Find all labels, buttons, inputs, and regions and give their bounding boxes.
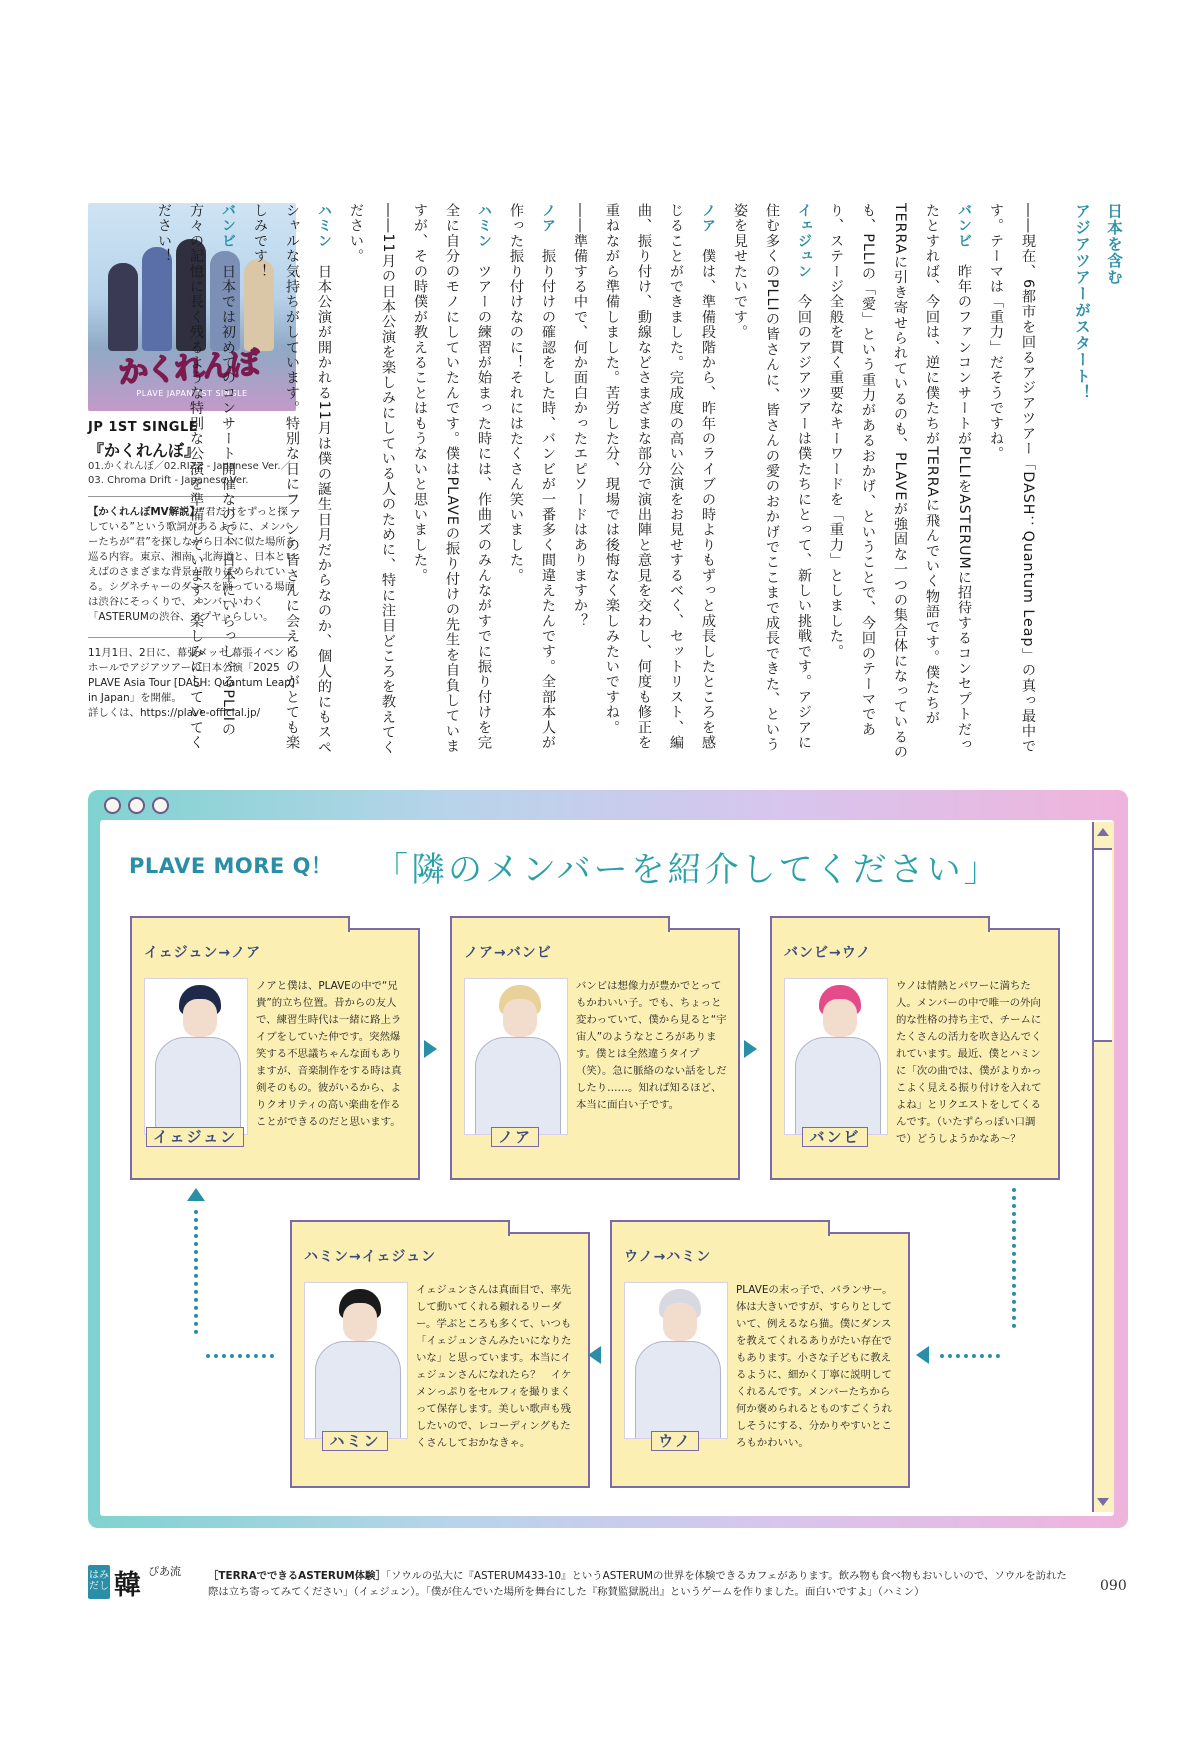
answer-text: 今回のアジアツアーは僕たちにとって、新しい挑戦です。アジアに住む多くのPLLIの皆さんに、皆さんの愛のおかげでここまで成長できた、という姿を見せたいです。 (732, 203, 812, 753)
folder-tab (228, 916, 350, 932)
footer-note-label: ［TERRAでできるASTERUM体験］ (208, 1570, 386, 1582)
magazine-logo (88, 1565, 188, 1599)
mv-description-text: “君だけをずっと探している”という歌詞があるように、メンバーたちが“君”を探しながら日本に似た場所を巡る内容。東京、湘南、北海道と、日本といえばのさまざまな背景が散りばめられている。シグネチャーのダンスを踊っている場面は渋谷にそっくりで、メンバーいわく「ASTERUMの渋谷、アプヤ」らしい。 (88, 506, 297, 623)
answer-text: 日本公演が開かれる11月は僕の誕生日月だからなのか、個人的にもスペシャルな気持ちがしています。特別な日にファンの皆さんに会えるのがとても楽しみです！ (252, 203, 332, 756)
card-heading: イェジュン→ノア (144, 945, 262, 961)
speaker-name: バンビ (956, 203, 972, 249)
speaker-name: イェジュン (796, 203, 812, 279)
interview-answer (596, 203, 724, 765)
portrait-body (795, 1037, 881, 1135)
member-name (784, 1126, 886, 1147)
member-card (450, 928, 740, 1180)
arrow-left-icon (916, 1346, 929, 1364)
interview-question: ――現在、6都市を回るアジアツアー「DASH：Quantum Leap」の真っ最中です。テーマは「重力」だそうですね。 (988, 203, 1036, 754)
article-heading: 日本を含む (1105, 203, 1123, 286)
logo-ryu: ぴあ流 (148, 1565, 181, 1578)
interview-question: ――準備する中で、何か面白かったエピソードはありますか？ (572, 203, 588, 629)
cover-subtitle: PLAVE JAPAN 1ST SINGLE (136, 389, 248, 398)
album-kicker: JP 1ST SINGLE (88, 420, 199, 435)
window-dot-icon (128, 797, 145, 814)
logo-kan: 韓 (114, 1570, 141, 1601)
member-portrait (784, 978, 888, 1135)
answer-text: ツアーの練習が始まった時には、作曲ズのみんながすでに振り付けを完全に自分のモノにしていたんです。僕はPLAVEの振り付けの先生を自負していますが、その時僕が教えることはもうないと思いました。 (412, 203, 492, 754)
event-url: 詳しくは、https://plave-official.jp/ (88, 707, 261, 719)
portrait-face (663, 1303, 697, 1341)
member-card (770, 928, 1060, 1180)
interview-question: ――11月の日本公演を楽しみにしている人のために、特に注目どころを教えてください。 (348, 203, 396, 756)
section-label: PLAVE MORE Q！ (129, 854, 333, 878)
member-card (610, 1232, 910, 1488)
folder-tab (868, 916, 990, 932)
scrollbar-thumb (1094, 848, 1112, 1042)
speaker-name: ノア (700, 203, 716, 234)
interview-answer (500, 203, 564, 765)
dotted-connector (194, 1210, 198, 1334)
window-dot-icon (104, 797, 121, 814)
card-text: PLAVEの末っ子で、バランサー。体は大きいですが、すらりとしていて、例えるなら猫。僕にダンスを教えてくれるありがたい存在でもあります。小さな子どもに教えるように、細かく丁寧に説明してくれるんです。メンバーたちから何か褒められるとものすごくうれしそうにする、分かりやすいところもかわいい。 (736, 1284, 893, 1449)
portrait-face (343, 1303, 377, 1341)
member-portrait (144, 978, 248, 1135)
mv-description-label: 【かくれんぼMV解説】 (88, 506, 200, 518)
folder-tab (610, 1220, 714, 1236)
album-title: 『かくれんぼ』 (88, 441, 201, 460)
footer-note (208, 1568, 1068, 1600)
interview-answer (724, 203, 820, 765)
tracklist-line: 01.かくれんぼ／02.RIZZ - Japanese Ver.／ (88, 461, 291, 472)
folder-tab (770, 916, 874, 932)
member-portrait (304, 1282, 408, 1439)
dotted-connector (206, 1354, 274, 1358)
scroll-down-arrow-icon (1097, 1498, 1109, 1506)
folder-tab (290, 1220, 394, 1236)
card-text: イェジュンさんは真面目で、率先して動いてくれる頼れるリーダー。学ぶところも多くて、いつも「イェジュンさんみたいになりたいな」と思っています。本当にイェジュンさんになれたら？ イケメンっぷりをセルフィを撮りまくって保存します。美しい歌声も残したいので、レコーディングもたくさんしておかなきゃ。 (416, 1284, 572, 1449)
dotted-connector (940, 1354, 1000, 1358)
article-heading: アジアツアーがスタート！ (1073, 203, 1091, 401)
scroll-up-arrow-icon (1097, 828, 1109, 836)
member-name (144, 1126, 246, 1147)
speaker-name: バンビ (220, 203, 236, 249)
member-portrait (624, 1282, 728, 1439)
member-name-text: バンビ (802, 1127, 867, 1147)
member-name (304, 1430, 406, 1451)
page-number: 090 (1100, 1578, 1127, 1594)
card-heading: ハミン→イェジュン (304, 1249, 437, 1265)
tracklist-line: 03. Chroma Drift - Japanese Ver. (88, 475, 249, 486)
answer-text: 振り付けの確認をした時、バンビが一番多く間違えたんです。全部本人が作った振り付けなのに！それにはたくさん笑いました。 (508, 203, 556, 751)
interview-answer (404, 203, 500, 765)
member-card (290, 1232, 590, 1488)
card-text: ウノは情熱とパワーに満ちた人。メンバーの中で唯一の外向的な性格の持ち主で、チームにたくさんの活力を吹き込んでくれています。最近、僕とハミンに「次の曲では、僕がよりかっこよく見える振り付けを入れてよね」とリクエストをしてくるんです。（いたずらっぽい口調で）どうしようかなあ～？ (896, 980, 1042, 1145)
answer-text: 日本では初めてのコンサート開催なので、日本にいらっしゃるPLLIの方々の記憶に長く残るような特別な公演を準備しています。楽しみにしていてください！ (156, 203, 236, 751)
portrait-body (315, 1341, 401, 1439)
footer-note-text: 「ソウルの弘大に『ASTERUM433-10』というASTERUMの世界を体験できるカフェがあります。飲み物も食べ物もおいしいので、ソウルを訪れた際は立ち寄ってみてください」（イェジュン）。「僕が住んでいた場所を舞台にした『称賛監獄脱出』というゲームを作りました。面白いですよ」（ハミン） (208, 1570, 1067, 1598)
member-name (464, 1126, 566, 1147)
portrait-body (155, 1037, 241, 1135)
portrait-face (503, 999, 537, 1037)
interview-answer (148, 203, 244, 765)
folder-tab (130, 916, 234, 932)
speaker-name: ハミン (476, 203, 492, 249)
card-heading: ウノ→ハミン (624, 1249, 712, 1265)
interview-answer (820, 203, 980, 765)
dotted-connector (1012, 1188, 1016, 1328)
answer-text: 昨年のファンコンサートがPLLIをASTERUMに招待するコンセプトだったとすれば、今回は、逆に僕たちがTERRAに飛んでいく物語です。僕たちがTERRAに引き寄せられているのも、PLAVEが強固な一つの集合体になっているのも、PLLIの「愛」という重力があるおかげ、ということで、今回のテーマであり、ステージ全般を貫く重要なキーワードを「重力」としました。 (828, 203, 972, 760)
section-title: 「隣のメンバーを紹介してください」 (374, 850, 1001, 890)
answer-text: 僕は、準備段階から、昨年のライブの時よりもずっと成長したところを感じることができました。完成度の高い公演をお見せするべく、セットリスト、編曲、振り付け、動線などさまざまな部分で演出陣と意見を交わし、何度も修正を重ねながら準備しました。苦労した分、現場では後悔なく楽しみたいですね。 (604, 203, 716, 751)
card-heading: ノア→バンビ (464, 945, 552, 961)
portrait-face (183, 999, 217, 1037)
member-name-text: ハミン (322, 1431, 387, 1451)
card-text: ノアと僕は、PLAVEの中で“兄貴”的立ち位置。昔からの友人で、練習生時代は一緒に路上ライブをしていた仲です。突然爆笑する不思議ちゃんな面もありますが、音楽制作をする時は真剣そのもの。彼がいるから、よりクオリティの高い楽曲を作ることができるのだと思います。 (256, 980, 402, 1128)
arrow-right-icon (744, 1040, 757, 1058)
folder-tab (388, 1220, 510, 1236)
logo-tag: はみだし (88, 1565, 110, 1599)
speaker-name: ノア (540, 203, 556, 234)
card-text: バンビは想像力が豊かでとってもかわいい子。でも、ちょっと変わっていて、僕から見ると“宇宙人”のようなところがあります。僕とは全然違うタイプ（笑）。急に脈絡のない話をしだしたり……。知れば知るほど、本当に面白い子です。 (576, 980, 727, 1111)
member-name (624, 1430, 726, 1451)
portrait-body (475, 1037, 561, 1135)
folder-tab (708, 1220, 830, 1236)
window-dot-icon (152, 797, 169, 814)
event-text: 11月1日、2日に、幕張メッセ 幕張イベントホールでアジアツアーの日本公演「2025 PLAVE Asia Tour [DASH: Quantum Leap] in Japan」を開催。 (88, 647, 295, 704)
member-portrait (464, 978, 568, 1135)
card-heading: バンビ→ウノ (784, 945, 872, 961)
member-name-text: イェジュン (146, 1127, 244, 1147)
folder-tab (450, 916, 554, 932)
arrow-up-icon (187, 1188, 205, 1201)
arrow-right-icon (424, 1040, 437, 1058)
portrait-face (823, 999, 857, 1037)
cover-title-logo: かくれんぼ (117, 346, 260, 391)
member-card (130, 928, 420, 1180)
portrait-body (635, 1341, 721, 1439)
arrow-left-icon (588, 1346, 601, 1364)
member-name-text: ウノ (651, 1431, 699, 1451)
folder-tab (548, 916, 670, 932)
member-name-text: ノア (491, 1127, 539, 1147)
interview-answer (244, 203, 340, 765)
speaker-name: ハミン (316, 203, 332, 249)
